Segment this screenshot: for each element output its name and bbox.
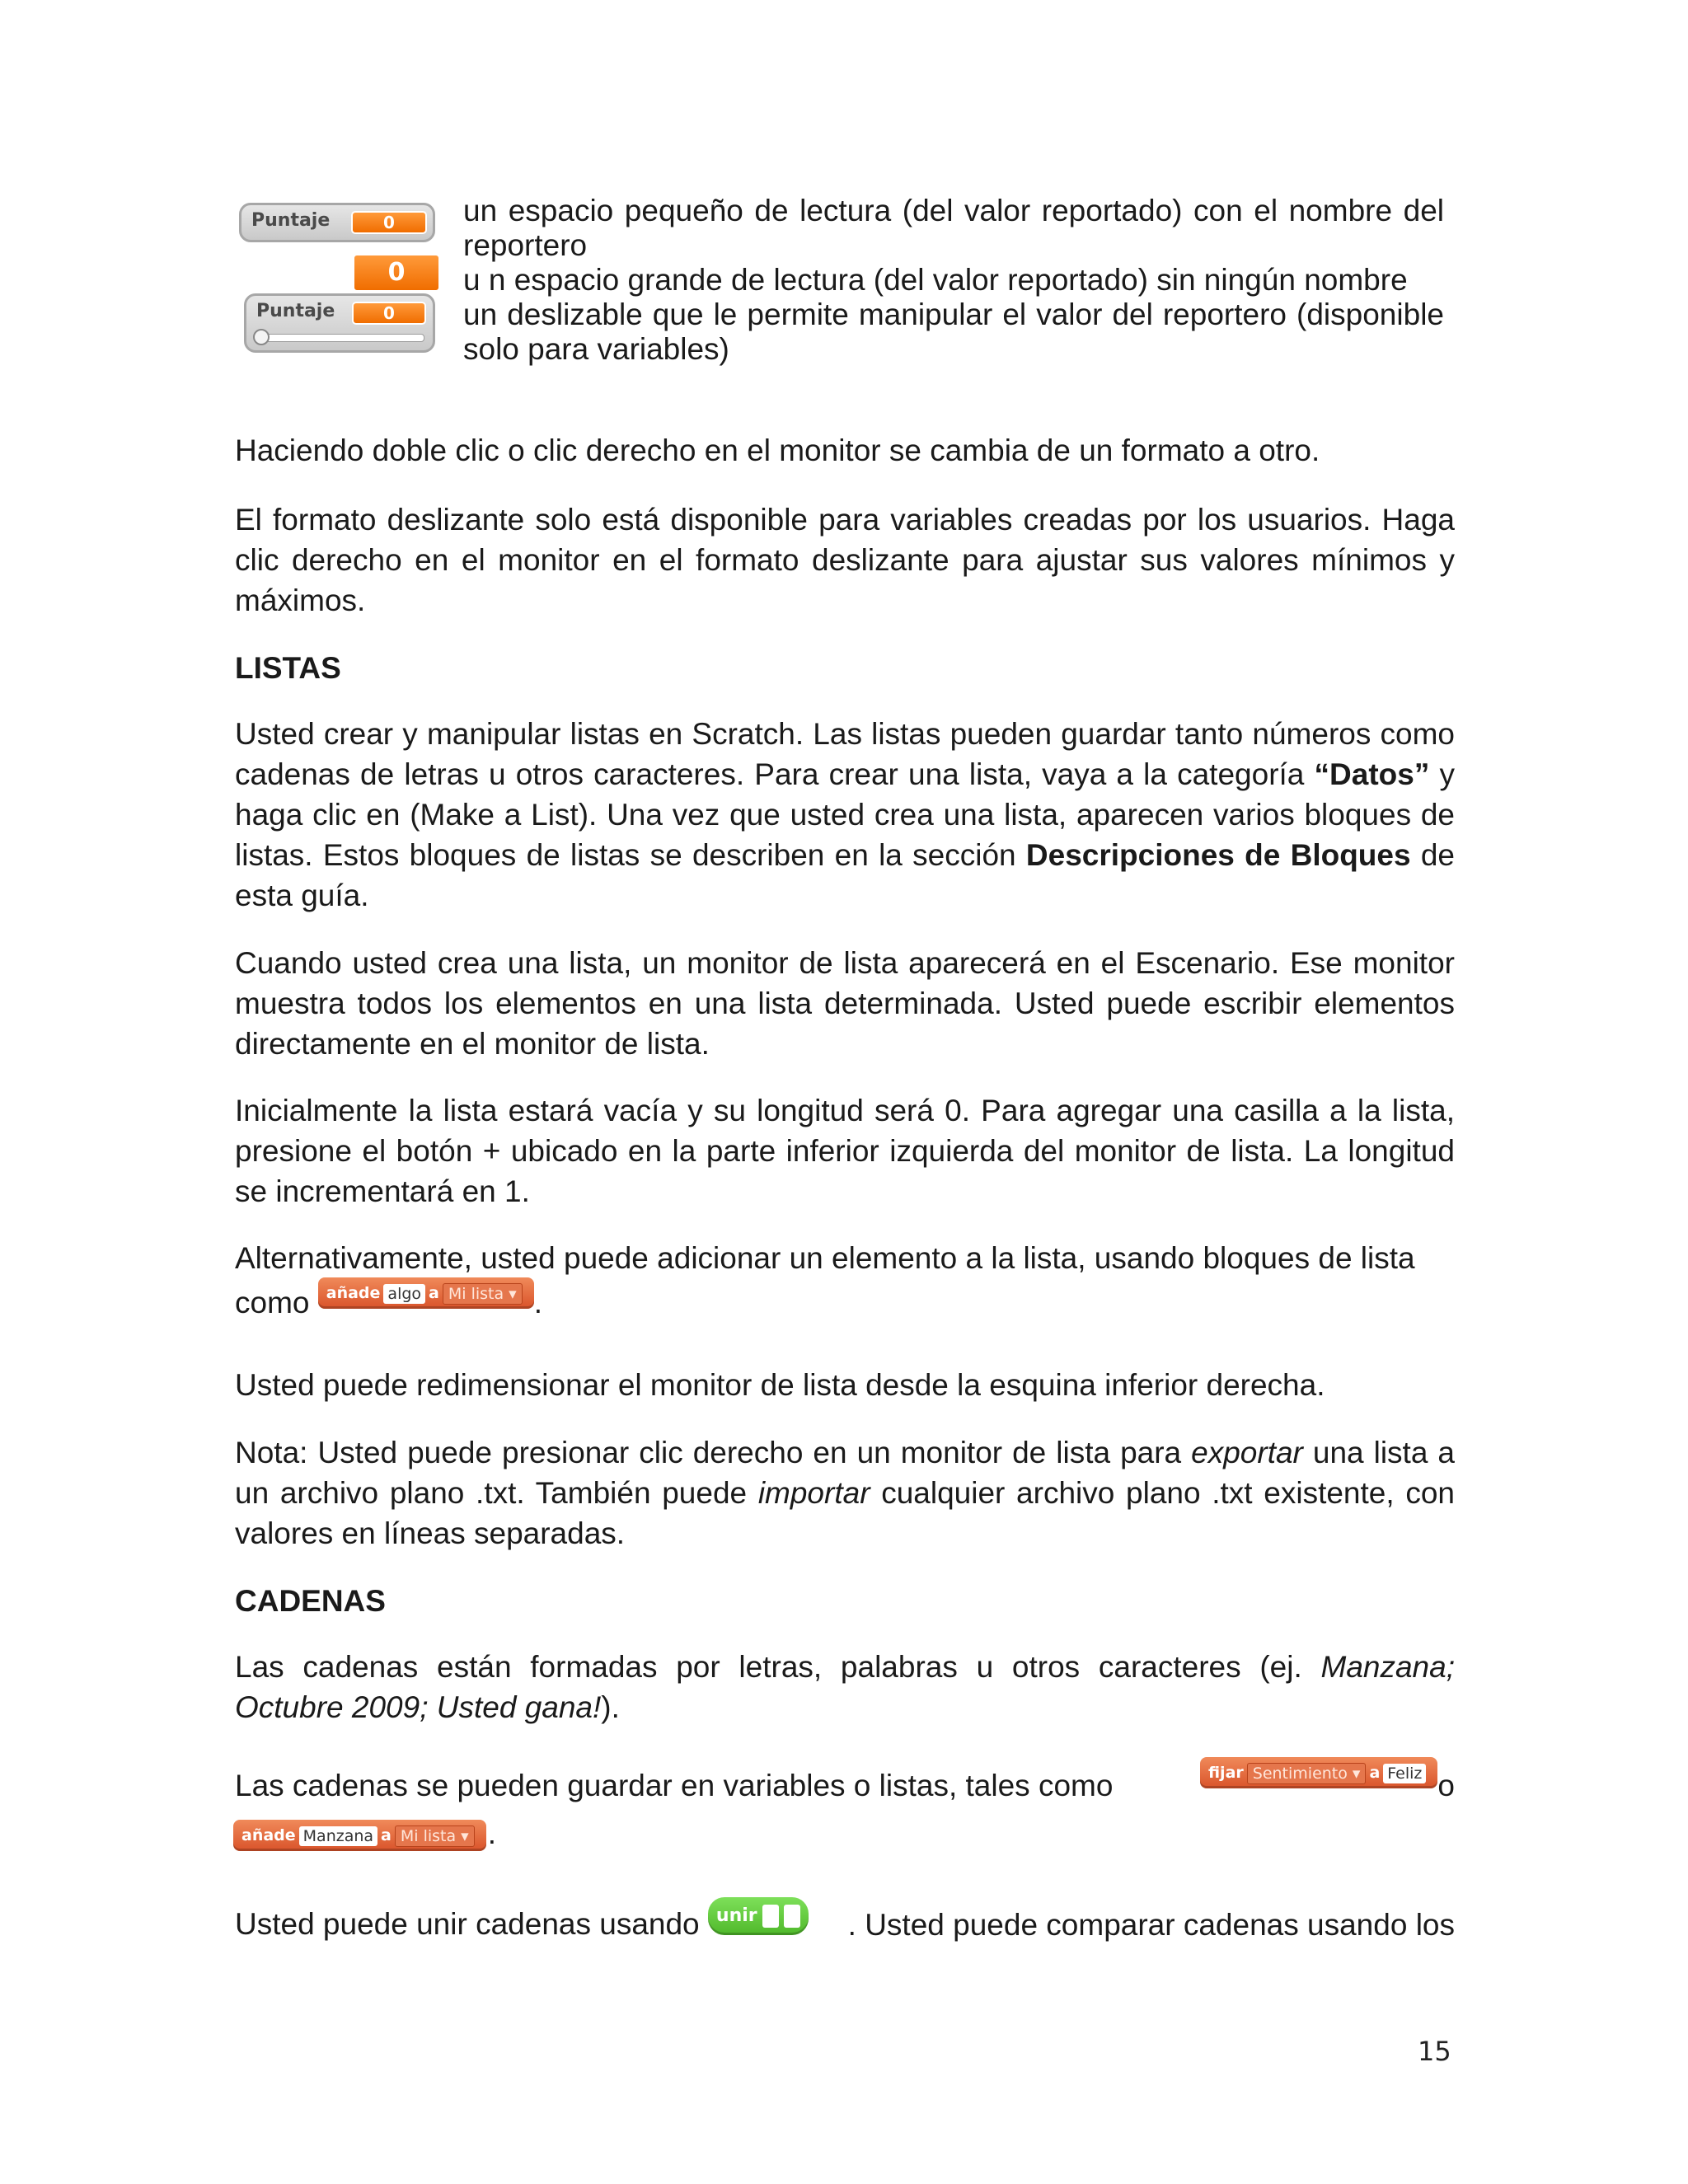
join-block: [708, 1897, 809, 1935]
bold-text: “Datos”: [1314, 757, 1430, 791]
desc-small-readout: un espacio pequeño de lectura (del valor reportado) con el nombre del reportero: [463, 194, 1444, 262]
italic-text: importar: [757, 1476, 870, 1510]
text: como: [235, 1286, 310, 1319]
block-text: a: [429, 1284, 439, 1303]
monitor-label: Puntaje: [251, 210, 331, 231]
heading-listas: LISTAS: [235, 651, 341, 685]
text: o: [1437, 1769, 1455, 1802]
block-text: a: [381, 1826, 392, 1845]
dropdown-label: Sentimiento: [1252, 1764, 1348, 1783]
variable-dropdown: Sentimiento ▾: [1247, 1763, 1367, 1784]
monitor-value: 0: [351, 211, 427, 234]
list-dropdown: Mi lista ▾: [443, 1283, 523, 1305]
dropdown-label: Mi lista: [448, 1284, 504, 1303]
dropdown-label: Mi lista: [400, 1826, 457, 1845]
monitor-value: 0: [352, 302, 426, 325]
text: una lista a un archivo plano .txt. También puede: [235, 1436, 1455, 1510]
paragraph-listas-6: [235, 1432, 1455, 1554]
block-input: [784, 1905, 800, 1928]
monitor-descriptions: [463, 194, 1444, 367]
add-to-list-block: [318, 1277, 534, 1309]
slider-track: [258, 334, 424, 342]
desc-slider: un deslizable que le permite manipular el valor del reportero (disponible solo para variables): [463, 298, 1444, 366]
paragraph-listas-3: Inicialmente la lista estará vacía y su longitud será 0. Para agregar una casilla a la lista, presione el botón + ubicado en la parte inferior izquierda del monitor de lista. La longitud se incrementará en 1.: [235, 1094, 1455, 1208]
block-input: algo: [383, 1284, 425, 1304]
unir-text-wrapper: [235, 1904, 809, 1945]
block-input: Manzana: [299, 1826, 377, 1846]
text: Nota: Usted puede presionar clic derecho en un monitor de lista para: [235, 1436, 1192, 1469]
paragraph-listas-1: [235, 714, 1455, 916]
monitor-examples: [239, 196, 445, 369]
text: ).: [601, 1690, 620, 1724]
text: Usted crear y manipular listas en Scratch. Las listas pueden guardar tanto números como cadenas de letras u otros caracteres. Para crear una lista, vaya a la categoría: [235, 717, 1455, 791]
italic-text: Manzana; Octubre 2009; Usted gana!: [235, 1650, 1455, 1724]
text: . Usted puede comparar cadenas usando los: [847, 1908, 1455, 1943]
block-text: fijar: [1207, 1764, 1244, 1783]
paragraph-cadenas-3: [235, 1904, 1455, 1945]
block-text: añade: [326, 1284, 381, 1303]
block-input: [762, 1905, 779, 1928]
add-to-list-block: [233, 1820, 486, 1851]
text: Las cadenas se pueden guardar en variables o listas, tales como: [235, 1769, 1114, 1802]
paragraph-cadenas-2-line2: [235, 1813, 1455, 1854]
block-text: añade: [241, 1826, 296, 1845]
paragraph-cadenas-1: [235, 1647, 1455, 1727]
list-dropdown: Mi lista ▾: [395, 1825, 475, 1847]
paragraph-listas-4: Alternativamente, usted puede adicionar un elemento a la lista, usando bloques de lista: [235, 1241, 1415, 1275]
slider-knob-icon: [253, 329, 270, 345]
desc-large-readout: u n espacio grande de lectura (del valor reportado) sin ningún nombre: [463, 263, 1408, 297]
italic-text: exportar: [1191, 1436, 1303, 1469]
fijar-block-wrapper: [1200, 1765, 1455, 1806]
paragraph-listas-5: Usted puede redimensionar el monitor de lista desde la esquina inferior derecha.: [235, 1368, 1325, 1402]
block-text: a: [1369, 1764, 1381, 1783]
text: y haga clic en (Make a List). Una vez que usted crea una lista, aparecen varios bloques de listas. Estos bloques de listas se describen en la sección: [235, 757, 1455, 872]
paragraph-deslizante: El formato deslizante solo está disponible para variables creadas por los usuarios. Haga clic derecho en el monitor en el formato deslizante para ajustar sus valores mínimos y máximos.: [235, 503, 1455, 617]
text: cualquier archivo plano .txt existente, con valores en líneas separadas.: [235, 1476, 1455, 1550]
text: de esta guía.: [235, 838, 1455, 912]
heading-cadenas: CADENAS: [235, 1584, 386, 1618]
text: .: [487, 1816, 496, 1850]
paragraph-cadenas-2: [235, 1765, 1455, 1806]
large-readout-monitor: 0: [353, 254, 440, 292]
block-text: unir: [715, 1905, 757, 1927]
text: .: [533, 1286, 542, 1319]
page-number: 15: [1418, 2036, 1451, 2067]
paragraph-listas-2: Cuando usted crea una lista, un monitor de lista aparecerá en el Escenario. Ese monitor muestra todos los elementos en una lista determinada. Usted puede escribir elementos directamente en el monitor de lista.: [235, 946, 1455, 1061]
paragraph-listas-4-line2: [235, 1282, 1455, 1323]
text: Usted puede unir cadenas usando: [235, 1907, 700, 1941]
bold-text: Descripciones de Bloques: [1025, 838, 1411, 872]
block-input: Feliz: [1383, 1764, 1426, 1783]
paragraph-doble-clic: Haciendo doble clic o clic derecho en el monitor se cambia de un formato a otro.: [235, 434, 1320, 467]
small-readout-monitor: [239, 203, 435, 242]
set-variable-block: [1200, 1757, 1437, 1788]
monitor-label: Puntaje: [256, 301, 335, 321]
text: Las cadenas están formadas por letras, palabras u otros caracteres (ej.: [235, 1650, 1321, 1684]
slider-monitor: [244, 293, 435, 353]
